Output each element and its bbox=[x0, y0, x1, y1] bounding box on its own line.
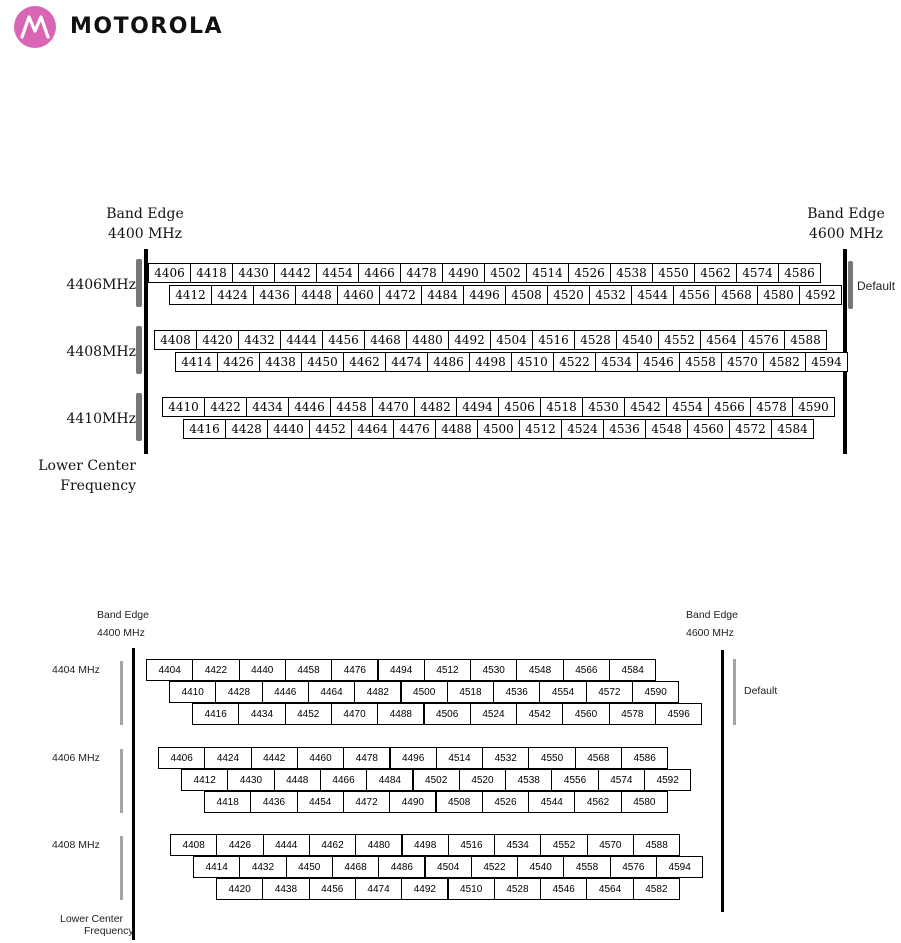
channel-box: 4580 bbox=[621, 791, 668, 813]
channel-box: 4406 bbox=[148, 263, 191, 283]
channel-box: 4510 bbox=[511, 352, 554, 372]
group-bracket bbox=[120, 749, 123, 813]
channel-box: 4582 bbox=[763, 352, 806, 372]
channel-box: 4484 bbox=[421, 285, 464, 305]
channel-box: 4458 bbox=[330, 397, 373, 417]
channel-box: 4498 bbox=[469, 352, 512, 372]
channel-box: 4504 bbox=[490, 330, 533, 350]
channel-box: 4484 bbox=[366, 769, 413, 791]
channel-box: 4556 bbox=[673, 285, 716, 305]
channel-box: 4436 bbox=[253, 285, 296, 305]
channel-box: 4594 bbox=[656, 856, 703, 878]
channel-box: 4424 bbox=[204, 747, 251, 769]
channel-box: 4524 bbox=[470, 703, 517, 725]
channel-box: 4450 bbox=[301, 352, 344, 372]
channel-box: 4516 bbox=[448, 834, 495, 856]
channel-box: 4466 bbox=[320, 769, 367, 791]
channel-box: 4540 bbox=[616, 330, 659, 350]
band-edge-left-line1: Band Edge bbox=[106, 206, 184, 222]
band-edge-right-line1: Band Edge bbox=[686, 609, 738, 621]
channel-box: 4500 bbox=[477, 419, 520, 439]
channel-box: 4486 bbox=[427, 352, 470, 372]
band-edge-right-line2: 4600 MHz bbox=[686, 627, 734, 639]
group-bracket bbox=[136, 259, 142, 307]
channel-box: 4414 bbox=[193, 856, 240, 878]
channel-box: 4448 bbox=[274, 769, 321, 791]
channel-box: 4420 bbox=[216, 878, 263, 900]
lower-center-line2: Frequency bbox=[84, 925, 134, 937]
channel-box: 4494 bbox=[378, 659, 425, 681]
lower-center-frequency-label bbox=[20, 456, 136, 496]
channel-box: 4588 bbox=[784, 330, 827, 350]
channel-box: 4564 bbox=[700, 330, 743, 350]
channel-box: 4530 bbox=[470, 659, 517, 681]
channel-box: 4418 bbox=[204, 791, 251, 813]
channel-box: 4512 bbox=[424, 659, 471, 681]
channel-box: 4560 bbox=[687, 419, 730, 439]
channel-box: 4494 bbox=[456, 397, 499, 417]
channel-box: 4552 bbox=[540, 834, 587, 856]
channel-box: 4428 bbox=[225, 419, 268, 439]
group-bracket bbox=[136, 326, 142, 374]
channel-box: 4440 bbox=[239, 659, 286, 681]
channel-box: 4404 bbox=[146, 659, 193, 681]
band-edge-left-label bbox=[97, 606, 149, 642]
channel-box: 4548 bbox=[516, 659, 563, 681]
channel-box: 4586 bbox=[778, 263, 821, 283]
channel-box: 4480 bbox=[355, 834, 402, 856]
channel-box: 4434 bbox=[238, 703, 285, 725]
channel-box: 4480 bbox=[406, 330, 449, 350]
channel-box: 4506 bbox=[498, 397, 541, 417]
channel-box: 4538 bbox=[505, 769, 552, 791]
channel-box: 4450 bbox=[286, 856, 333, 878]
channel-box: 4566 bbox=[708, 397, 751, 417]
channel-box: 4558 bbox=[563, 856, 610, 878]
center-frequency-group-label: 4410MHz bbox=[66, 411, 136, 427]
channel-box: 4534 bbox=[494, 834, 541, 856]
channel-box: 4592 bbox=[644, 769, 691, 791]
channel-box: 4474 bbox=[385, 352, 428, 372]
channel-box: 4430 bbox=[227, 769, 274, 791]
channel-box: 4536 bbox=[493, 681, 540, 703]
channel-box: 4416 bbox=[192, 703, 239, 725]
channel-box: 4442 bbox=[274, 263, 317, 283]
channel-box: 4466 bbox=[358, 263, 401, 283]
channel-box: 4470 bbox=[372, 397, 415, 417]
channel-box: 4410 bbox=[162, 397, 205, 417]
band-edge-left-label bbox=[95, 204, 195, 244]
band-edge-right-label bbox=[686, 606, 738, 642]
channel-box: 4434 bbox=[246, 397, 289, 417]
band-edge-left-line2: 4400 MHz bbox=[108, 226, 182, 242]
channel-box: 4488 bbox=[377, 703, 424, 725]
channel-box: 4468 bbox=[364, 330, 407, 350]
channel-box: 4528 bbox=[494, 878, 541, 900]
channel-box: 4550 bbox=[528, 747, 575, 769]
channel-box: 4576 bbox=[742, 330, 785, 350]
channel-box: 4496 bbox=[463, 285, 506, 305]
channel-box: 4472 bbox=[379, 285, 422, 305]
channel-box: 4520 bbox=[459, 769, 506, 791]
motorola-logo-icon bbox=[14, 6, 56, 48]
center-frequency-group-label: 4408MHz bbox=[66, 344, 136, 360]
channel-box: 4478 bbox=[400, 263, 443, 283]
channel-box: 4516 bbox=[532, 330, 575, 350]
channel-box: 4454 bbox=[297, 791, 344, 813]
center-frequency-group-label: 4404 MHz bbox=[52, 664, 100, 676]
channel-box: 4432 bbox=[238, 330, 281, 350]
channel-box: 4412 bbox=[169, 285, 212, 305]
channel-box: 4568 bbox=[715, 285, 758, 305]
channel-box: 4532 bbox=[482, 747, 529, 769]
channel-box: 4520 bbox=[547, 285, 590, 305]
channel-box: 4546 bbox=[540, 878, 587, 900]
channel-box: 4444 bbox=[263, 834, 310, 856]
channel-box: 4422 bbox=[204, 397, 247, 417]
channel-box: 4526 bbox=[482, 791, 529, 813]
brand-name: MOTOROLA bbox=[70, 14, 223, 39]
channel-box: 4538 bbox=[610, 263, 653, 283]
center-frequency-group-label: 4408 MHz bbox=[52, 839, 100, 851]
channel-box: 4546 bbox=[637, 352, 680, 372]
channel-box: 4442 bbox=[251, 747, 298, 769]
channel-box: 4548 bbox=[645, 419, 688, 439]
channel-box: 4488 bbox=[435, 419, 478, 439]
channel-box: 4474 bbox=[355, 878, 402, 900]
channel-box: 4542 bbox=[516, 703, 563, 725]
channel-box: 4436 bbox=[250, 791, 297, 813]
channel-box: 4562 bbox=[694, 263, 737, 283]
channel-box: 4564 bbox=[586, 878, 633, 900]
channel-box: 4524 bbox=[561, 419, 604, 439]
channel-box: 4502 bbox=[484, 263, 527, 283]
default-bracket bbox=[733, 659, 736, 725]
channel-box: 4464 bbox=[308, 681, 355, 703]
channel-box: 4540 bbox=[517, 856, 564, 878]
channel-box: 4596 bbox=[655, 703, 702, 725]
channel-box: 4486 bbox=[378, 856, 425, 878]
channel-box: 4476 bbox=[331, 659, 378, 681]
channel-box: 4514 bbox=[526, 263, 569, 283]
channel-box: 4504 bbox=[425, 856, 472, 878]
channel-box: 4572 bbox=[586, 681, 633, 703]
channel-box: 4412 bbox=[181, 769, 228, 791]
channel-box: 4408 bbox=[154, 330, 197, 350]
channel-box: 4562 bbox=[574, 791, 621, 813]
channel-box: 4458 bbox=[285, 659, 332, 681]
group-bracket bbox=[120, 836, 123, 900]
channel-box: 4522 bbox=[553, 352, 596, 372]
channel-box: 4508 bbox=[436, 791, 483, 813]
center-frequency-group-label: 4406 MHz bbox=[52, 752, 100, 764]
default-label: Default bbox=[857, 279, 896, 293]
channel-box: 4438 bbox=[259, 352, 302, 372]
channel-box: 4536 bbox=[603, 419, 646, 439]
channel-box: 4446 bbox=[288, 397, 331, 417]
channel-box: 4590 bbox=[792, 397, 835, 417]
channel-box: 4584 bbox=[771, 419, 814, 439]
channel-box: 4498 bbox=[402, 834, 449, 856]
lower-center-line1: Lower Center bbox=[38, 458, 136, 474]
band-edge-right-line bbox=[721, 650, 724, 912]
channel-box: 4500 bbox=[401, 681, 448, 703]
channel-box: 4478 bbox=[343, 747, 390, 769]
band-edge-right-line1: Band Edge bbox=[807, 206, 885, 222]
channel-box: 4522 bbox=[471, 856, 518, 878]
channel-box: 4492 bbox=[401, 878, 448, 900]
channel-box: 4456 bbox=[309, 878, 356, 900]
channel-box: 4452 bbox=[285, 703, 332, 725]
channel-box: 4576 bbox=[610, 856, 657, 878]
channel-box: 4426 bbox=[216, 834, 263, 856]
channel-box: 4462 bbox=[309, 834, 356, 856]
channel-box: 4454 bbox=[316, 263, 359, 283]
channel-box: 4416 bbox=[183, 419, 226, 439]
band-edge-left-line bbox=[132, 648, 135, 940]
channel-box: 4506 bbox=[424, 703, 471, 725]
channel-box: 4514 bbox=[436, 747, 483, 769]
channel-box: 4518 bbox=[447, 681, 494, 703]
channel-box: 4492 bbox=[448, 330, 491, 350]
lower-center-line1: Lower Center bbox=[60, 913, 124, 925]
center-frequency-group-label: 4406MHz bbox=[66, 277, 136, 293]
group-bracket bbox=[136, 393, 142, 441]
band-edge-left-line2: 4400 MHz bbox=[97, 627, 145, 639]
channel-box: 4426 bbox=[217, 352, 260, 372]
channel-box: 4590 bbox=[632, 681, 679, 703]
channel-box: 4578 bbox=[750, 397, 793, 417]
channel-box: 4424 bbox=[211, 285, 254, 305]
channel-box: 4554 bbox=[539, 681, 586, 703]
channel-box: 4444 bbox=[280, 330, 323, 350]
channel-box: 4534 bbox=[595, 352, 638, 372]
channel-box: 4578 bbox=[609, 703, 656, 725]
channel-box: 4476 bbox=[393, 419, 436, 439]
channel-box: 4414 bbox=[175, 352, 218, 372]
channel-box: 4582 bbox=[633, 878, 680, 900]
channel-box: 4558 bbox=[679, 352, 722, 372]
channel-box: 4594 bbox=[805, 352, 848, 372]
lower-center-frequency-label bbox=[60, 913, 134, 937]
band-edge-right-label bbox=[796, 204, 896, 244]
channel-box: 4462 bbox=[343, 352, 386, 372]
channel-box: 4502 bbox=[413, 769, 460, 791]
default-label: Default bbox=[744, 685, 778, 697]
channel-box: 4468 bbox=[332, 856, 379, 878]
channel-box: 4526 bbox=[568, 263, 611, 283]
lower-center-line2: Frequency bbox=[60, 478, 136, 494]
channel-box: 4460 bbox=[297, 747, 344, 769]
channel-box: 4552 bbox=[658, 330, 701, 350]
channel-box: 4410 bbox=[169, 681, 216, 703]
channel-box: 4570 bbox=[721, 352, 764, 372]
channel-box: 4432 bbox=[239, 856, 286, 878]
channel-box: 4438 bbox=[262, 878, 309, 900]
channel-box: 4588 bbox=[633, 834, 680, 856]
band-edge-right-line2: 4600 MHz bbox=[809, 226, 883, 242]
channel-box: 4428 bbox=[215, 681, 262, 703]
channel-box: 4472 bbox=[343, 791, 390, 813]
channel-box: 4544 bbox=[528, 791, 575, 813]
default-bracket bbox=[848, 261, 853, 309]
channel-box: 4496 bbox=[390, 747, 437, 769]
channel-box: 4530 bbox=[582, 397, 625, 417]
channel-box: 4592 bbox=[799, 285, 842, 305]
channel-box: 4584 bbox=[609, 659, 656, 681]
channel-box: 4482 bbox=[414, 397, 457, 417]
channel-box: 4554 bbox=[666, 397, 709, 417]
band-edge-left-line1: Band Edge bbox=[97, 609, 149, 621]
channel-box: 4586 bbox=[621, 747, 668, 769]
channel-box: 4550 bbox=[652, 263, 695, 283]
channel-box: 4422 bbox=[192, 659, 239, 681]
channel-box: 4572 bbox=[729, 419, 772, 439]
channel-box: 4464 bbox=[351, 419, 394, 439]
channel-box: 4510 bbox=[448, 878, 495, 900]
channel-box: 4568 bbox=[575, 747, 622, 769]
group-bracket bbox=[120, 661, 123, 725]
channel-box: 4566 bbox=[563, 659, 610, 681]
channel-box: 4574 bbox=[598, 769, 645, 791]
channel-box: 4430 bbox=[232, 263, 275, 283]
channel-box: 4440 bbox=[267, 419, 310, 439]
channel-box: 4532 bbox=[589, 285, 632, 305]
channel-box: 4508 bbox=[505, 285, 548, 305]
channel-box: 4482 bbox=[354, 681, 401, 703]
channel-box: 4418 bbox=[190, 263, 233, 283]
channel-box: 4580 bbox=[757, 285, 800, 305]
channel-box: 4556 bbox=[551, 769, 598, 791]
channel-box: 4490 bbox=[442, 263, 485, 283]
channel-box: 4490 bbox=[389, 791, 436, 813]
channel-box: 4560 bbox=[562, 703, 609, 725]
channel-box: 4446 bbox=[262, 681, 309, 703]
channel-box: 4420 bbox=[196, 330, 239, 350]
channel-box: 4570 bbox=[587, 834, 634, 856]
channel-box: 4406 bbox=[158, 747, 205, 769]
channel-box: 4544 bbox=[631, 285, 674, 305]
channel-box: 4574 bbox=[736, 263, 779, 283]
channel-box: 4512 bbox=[519, 419, 562, 439]
channel-box: 4528 bbox=[574, 330, 617, 350]
channel-box: 4470 bbox=[331, 703, 378, 725]
channel-box: 4518 bbox=[540, 397, 583, 417]
channel-box: 4460 bbox=[337, 285, 380, 305]
channel-box: 4542 bbox=[624, 397, 667, 417]
channel-box: 4448 bbox=[295, 285, 338, 305]
channel-box: 4408 bbox=[170, 834, 217, 856]
channel-box: 4456 bbox=[322, 330, 365, 350]
channel-box: 4452 bbox=[309, 419, 352, 439]
